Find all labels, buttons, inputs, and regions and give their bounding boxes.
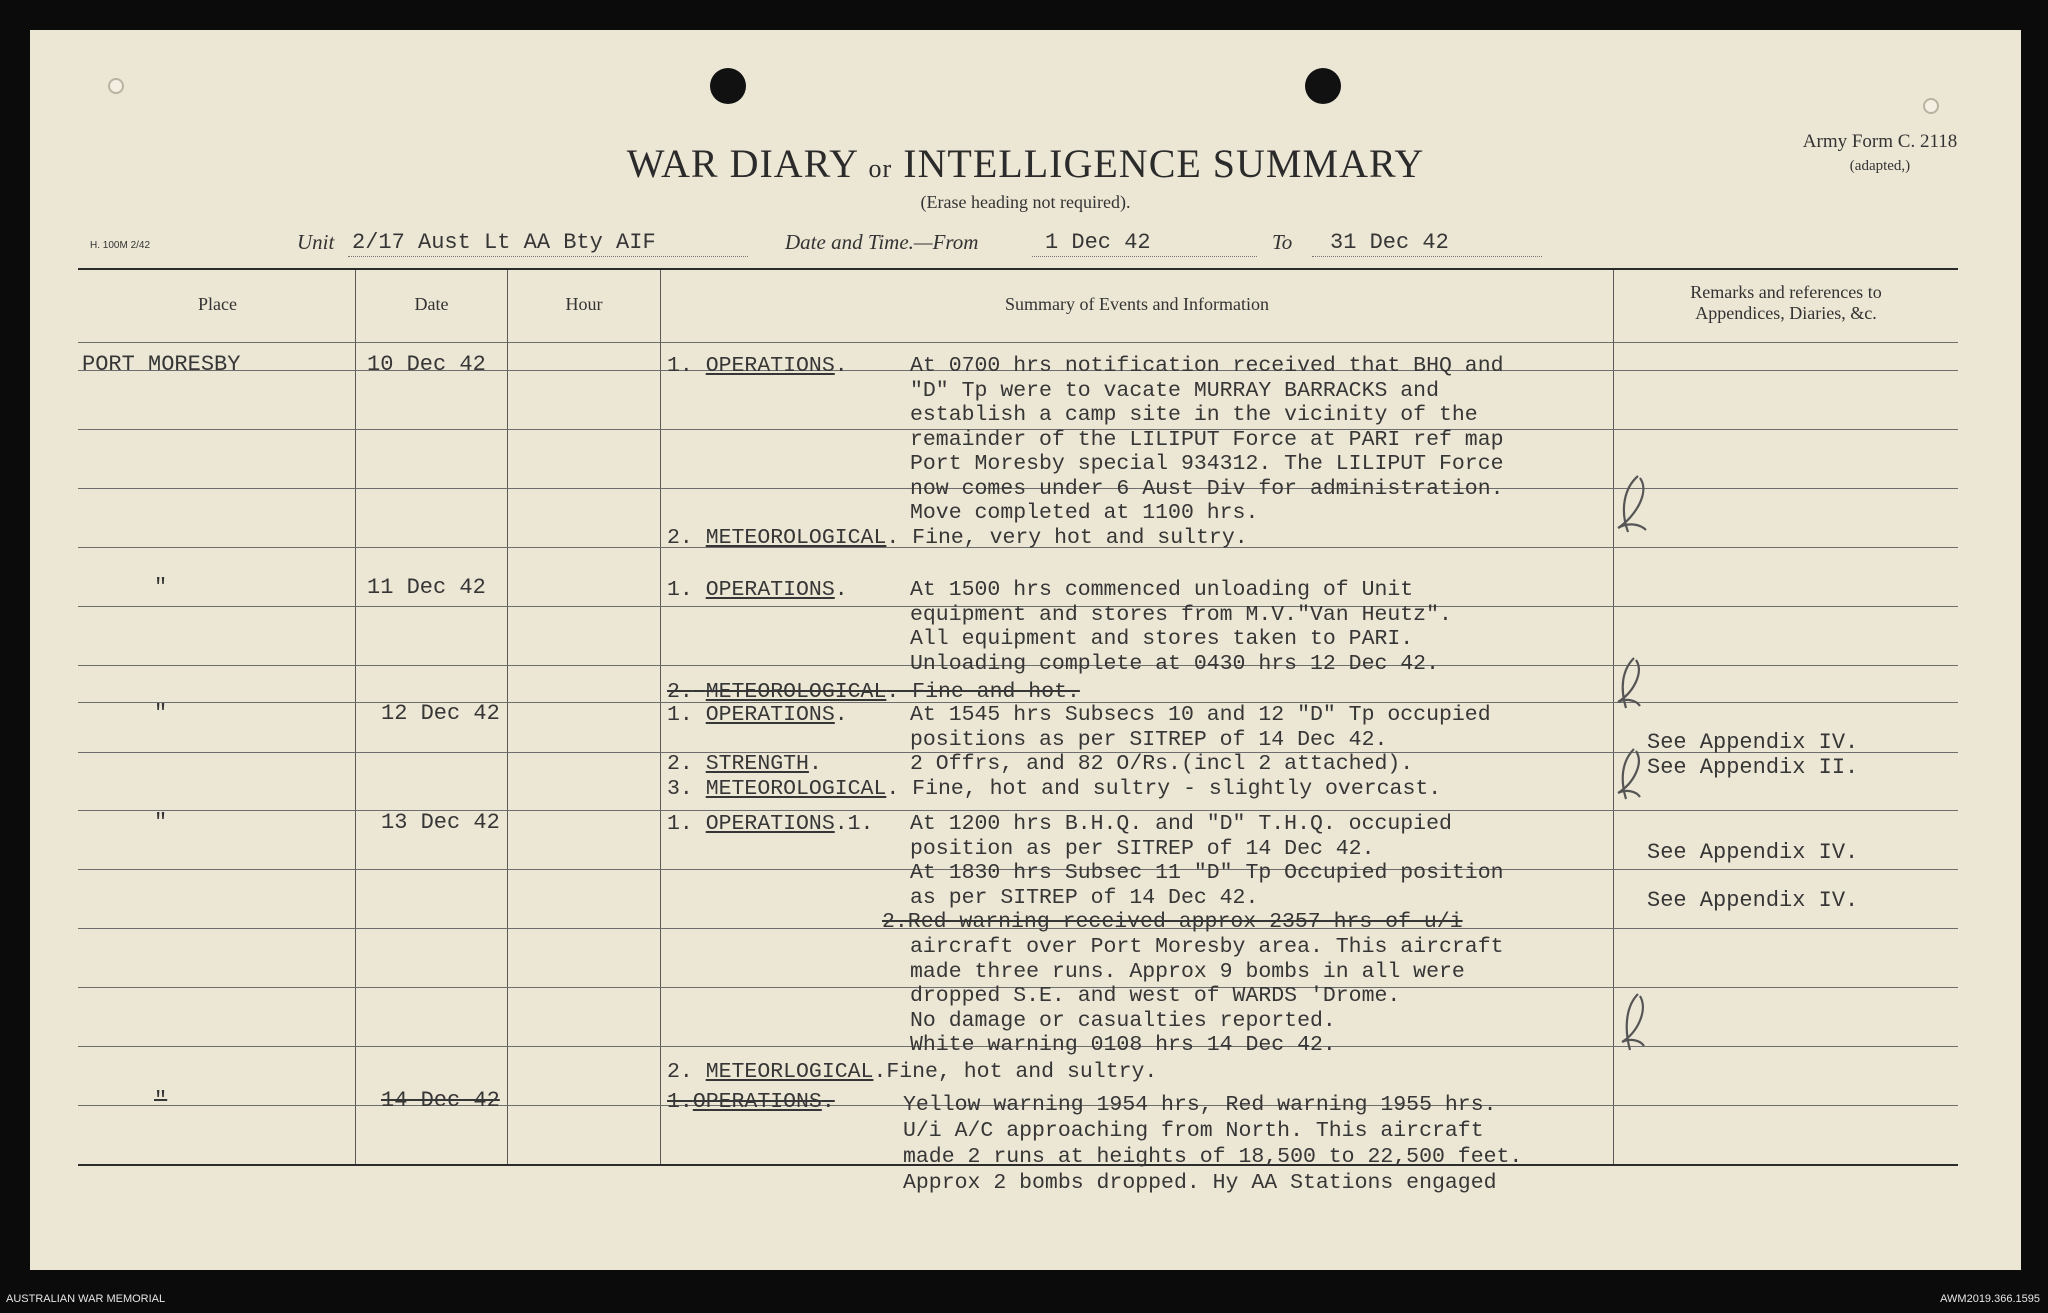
army-form-number: Army Form C. 2118: [1802, 131, 1958, 152]
heading-operations: OPERATIONS: [705, 812, 835, 836]
text-line: equipment and stores from M.V."Van Heutz".: [910, 602, 1452, 627]
text-line: remainder of the LILIPUT Force at PARI ref map: [910, 427, 1504, 452]
pin-mark-left: [108, 78, 124, 94]
column-header-place: Place: [198, 294, 237, 314]
to-date-value: 31 Dec 42: [1330, 230, 1449, 255]
event-13-dec-operations: [667, 812, 873, 837]
item-number: 1.: [667, 812, 693, 836]
officer-initials-mark: [1610, 745, 1654, 805]
column-divider-date: [507, 270, 508, 1164]
remarks-header-line-2: Appendices, Diaries, &c.: [1695, 303, 1877, 323]
heading-meteorological: METEOROLOGICAL: [705, 777, 887, 801]
event-13-dec-meteorological: [667, 1060, 1157, 1084]
text-line: No damage or casualties reported.: [910, 1008, 1336, 1033]
archive-reference: AWM2019.366.1595: [1940, 1293, 2040, 1305]
text-line: At 1830 hrs Subsec 11 "D" Tp Occupied position: [910, 861, 1504, 885]
officer-initials-mark: [1610, 654, 1654, 714]
event-14-dec-text: [903, 1092, 1522, 1196]
event-11-dec-operations: [667, 578, 848, 603]
erase-heading-note: (Erase heading not required).: [920, 192, 1131, 212]
item-number: 1.: [667, 1090, 693, 1114]
item-number: 1.: [667, 354, 693, 378]
date-row-12-dec: 12 Dec 42: [381, 701, 500, 726]
text-line: made 2 runs at heights of 18,500 to 22,500 feet.: [903, 1145, 1523, 1169]
remark-appendix-iv: See Appendix IV.: [1647, 888, 1859, 913]
heading-punct: .: [834, 703, 848, 727]
form-title: [30, 140, 2021, 187]
text-line: At 0700 hrs notification received that BHQ and: [910, 354, 1504, 378]
place-row-10-dec: PORT MORESBY: [82, 352, 241, 377]
meteorological-text: . Fine and hot.: [886, 680, 1080, 704]
event-10-dec-text: [910, 354, 1504, 526]
place-row-13-dec: ": [154, 810, 168, 835]
event-13-dec-red-warning: 2.Red warning received approx 2357 hrs of u/i: [882, 910, 1463, 934]
text-line: made three runs. Approx 9 bombs in all were: [910, 959, 1465, 984]
pin-mark-right: [1923, 98, 1939, 114]
text-line: Approx 2 bombs dropped. Hy AA Stations engaged: [903, 1171, 1497, 1195]
text-line: All equipment and stores taken to PARI.: [910, 627, 1414, 651]
title-or: or: [868, 154, 893, 183]
column-header-hour: Hour: [565, 294, 603, 314]
unit-label: Unit: [297, 230, 335, 254]
heading-operations: OPERATIONS: [692, 1090, 822, 1114]
to-label: To: [1272, 230, 1293, 254]
print-code: H. 100M 2/42: [90, 240, 151, 251]
event-12-dec-text: [910, 703, 1491, 752]
item-number: 2.: [667, 526, 693, 550]
unit-dotted-line: [348, 256, 748, 257]
from-date-value: 1 Dec 42: [1045, 230, 1151, 255]
item-number: 1.: [667, 578, 693, 602]
heading-meteorological: METEOROLOGICAL: [705, 680, 887, 704]
diary-page: [30, 30, 2021, 1270]
text-line: establish a camp site in the vicinity of the: [910, 403, 1478, 427]
army-form-label: [1770, 130, 1990, 178]
place-row-12-dec: ": [154, 701, 168, 726]
date-row-14-dec: 14 Dec 42: [381, 1088, 500, 1113]
date-row-11-dec: 11 Dec 42: [367, 575, 486, 600]
remarks-header-line-1: Remarks and references to: [1690, 282, 1882, 302]
text-line: dropped S.E. and west of WARDS 'Drome.: [910, 984, 1401, 1008]
officer-initials-mark: [1610, 470, 1660, 540]
remark-appendix-ii: See Appendix II.: [1647, 755, 1859, 780]
to-dotted-line: [1312, 256, 1542, 257]
event-14-dec-operations: [667, 1090, 835, 1114]
column-divider-place: [355, 270, 356, 1164]
meteorological-text: . Fine, very hot and sultry.: [886, 526, 1248, 550]
date-time-label: Date and Time.—From: [785, 230, 979, 254]
column-header-remarks: [1614, 282, 1958, 324]
date-row-10-dec: 10 Dec 42: [367, 352, 486, 377]
event-12-dec-strength: [667, 752, 822, 776]
text-line: as per SITREP of 14 Dec 42.: [910, 885, 1259, 910]
text-line: At 1545 hrs Subsecs 10 and 12 "D" Tp occupied: [910, 703, 1491, 727]
event-10-dec-meteorological: [667, 526, 1248, 550]
place-row-11-dec: ": [154, 575, 168, 600]
item-number: 2.: [667, 1060, 693, 1084]
title-war-diary: WAR DIARY: [626, 141, 858, 186]
heading-meteorological: METEORLOGICAL: [705, 1060, 874, 1084]
table-header-rule: [78, 342, 1958, 343]
text-line: position as per SITREP of 14 Dec 42.: [910, 836, 1375, 861]
remark-appendix-iv: See Appendix IV.: [1647, 840, 1859, 865]
text-line: White warning 0108 hrs 14 Dec 42.: [910, 1033, 1336, 1057]
date-row-13-dec: 13 Dec 42: [381, 810, 500, 835]
text-line: At 1200 hrs B.H.Q. and "D" T.H.Q. occupied: [910, 812, 1452, 836]
column-header-summary: Summary of Events and Information: [1005, 294, 1269, 314]
heading-punct: .: [834, 578, 848, 602]
heading-punct: .1.: [834, 812, 874, 836]
heading-punct: .: [808, 752, 822, 776]
event-13-dec-text-b: [910, 935, 1504, 1058]
punch-hole-left: [710, 68, 746, 104]
column-divider-hour: [660, 270, 661, 1164]
meteorological-text: . Fine, hot and sultry - slightly overcast.: [886, 777, 1442, 801]
army-form-adapted: (adapted,): [1849, 158, 1911, 174]
table-top-rule: [78, 268, 1958, 270]
item-number: 2.: [667, 752, 693, 776]
item-number: 3.: [667, 777, 693, 801]
heading-punct: .: [834, 354, 848, 378]
text-line: positions as per SITREP of 14 Dec 42.: [910, 727, 1388, 752]
event-13-dec-text-a: [910, 812, 1504, 910]
heading-meteorological: METEOROLOGICAL: [705, 526, 887, 550]
text-line: Move completed at 1100 hrs.: [910, 501, 1259, 525]
item-number: 2.: [667, 680, 693, 704]
archive-credit: AUSTRALIAN WAR MEMORIAL: [6, 1293, 166, 1305]
event-10-dec-operations: [667, 354, 848, 379]
heading-strength: STRENGTH: [705, 752, 809, 776]
column-header-date: Date: [414, 294, 449, 314]
text-line: Yellow warning 1954 hrs, Red warning 1955 hrs.: [903, 1093, 1497, 1117]
remark-appendix-iv: See Appendix IV.: [1647, 730, 1859, 755]
heading-operations: OPERATIONS: [705, 354, 835, 378]
unit-value: 2/17 Aust Lt AA Bty AIF: [352, 230, 656, 255]
text-line: "D" Tp were to vacate MURRAY BARRACKS and: [910, 378, 1439, 403]
text-line: U/i A/C approaching from North. This aircraft: [903, 1119, 1484, 1143]
place-row-14-dec: ": [154, 1088, 168, 1113]
item-number: 1.: [667, 703, 693, 727]
heading-operations: OPERATIONS: [705, 578, 835, 602]
event-11-dec-meteorological: [667, 680, 1080, 704]
text-line: At 1500 hrs commenced unloading of Unit: [910, 578, 1414, 602]
event-11-dec-text: [910, 578, 1452, 676]
meteorological-text: .Fine, hot and sultry.: [873, 1060, 1158, 1084]
title-intelligence-summary: INTELLIGENCE SUMMARY: [903, 141, 1425, 186]
heading-operations: OPERATIONS: [705, 703, 835, 727]
ruled-line: [78, 810, 1958, 811]
from-dotted-line: [1032, 256, 1257, 257]
text-line: aircraft over Port Moresby area. This aircraft: [910, 935, 1504, 959]
officer-initials-mark: [1614, 990, 1658, 1056]
event-12-dec-operations: [667, 703, 848, 728]
strength-text: 2 Offrs, and 82 O/Rs.(incl 2 attached).: [910, 752, 1414, 776]
text-line: Port Moresby special 934312. The LILIPUT Force: [910, 452, 1504, 476]
punch-hole-right: [1305, 68, 1341, 104]
text-line: now comes under 6 Aust Div for administration.: [910, 476, 1504, 501]
event-12-dec-meteorological: [667, 777, 1441, 801]
heading-punct: .: [821, 1090, 835, 1114]
text-line: Unloading complete at 0430 hrs 12 Dec 42.: [910, 651, 1439, 676]
